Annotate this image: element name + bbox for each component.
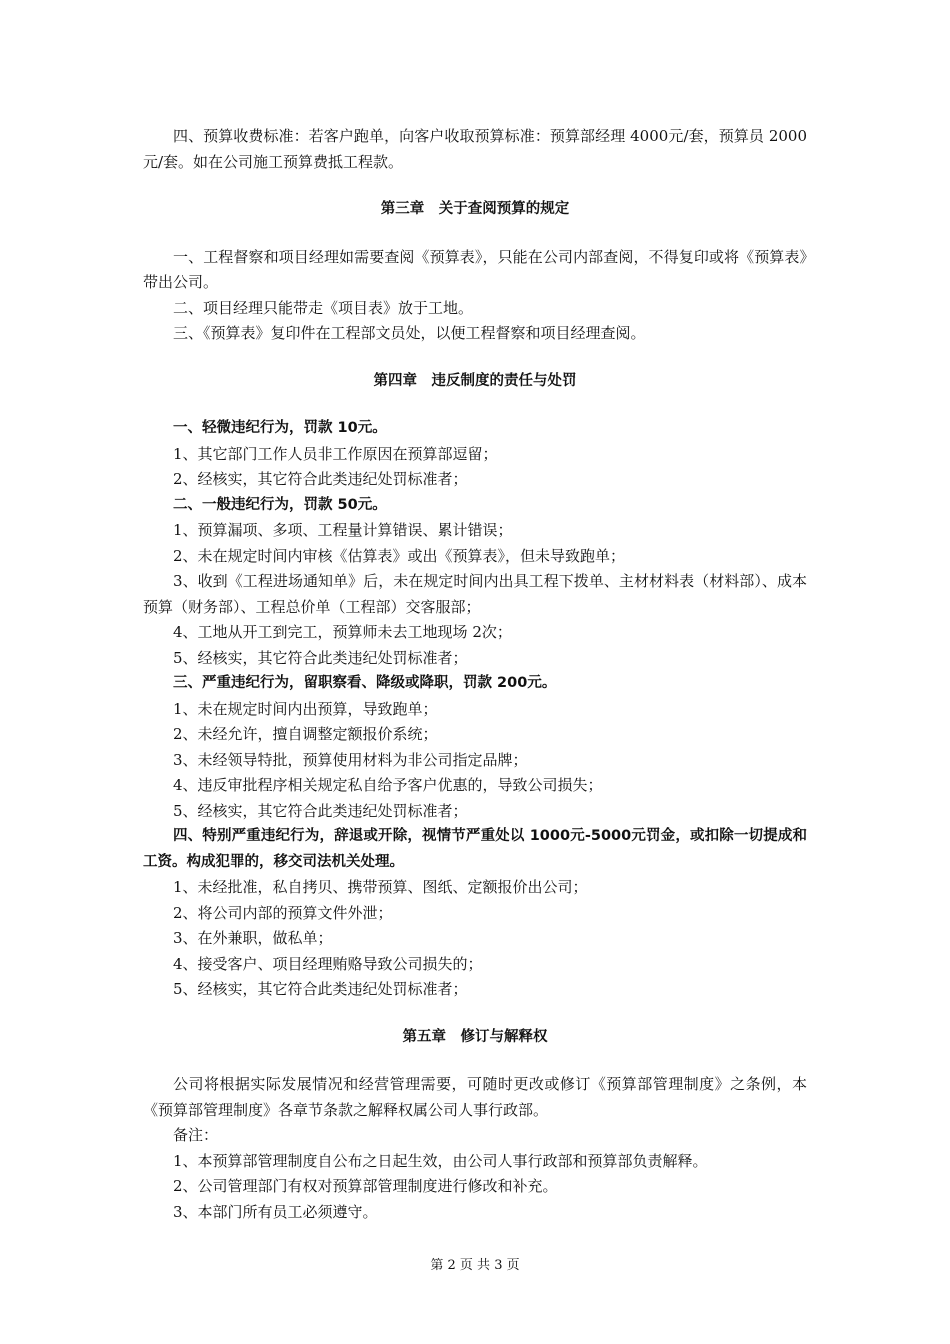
chapter-3-title: 第三章 关于查阅预算的规定 [380, 201, 570, 217]
penalty-group-heading: 一、轻微违纪行为，罚款 10元。 [173, 420, 387, 436]
chapter-4-title: 第四章 违反制度的责任与处罚 [373, 372, 577, 389]
penalty-item: 1、未经批准，私自拷贝、携带预算、图纸、定额报价出公司； [173, 878, 588, 896]
chapter-3-item: 三、《预算表》复印件在工程部文员处，以便工程督察和项目经理查阅。 [173, 324, 646, 342]
chapter-3-item: 二、项目经理只能带走《项目表》放于工地。 [173, 298, 474, 317]
penalty-item: 5、经核实，其它符合此类违纪处罚标准者； [173, 980, 468, 998]
chapter-5-title: 第五章 修订与解释权 [402, 1028, 548, 1045]
penalty-item: 2、未经允许，擅自调整定额报价系统； [173, 725, 438, 743]
penalty-item: 5、经核实，其它符合此类违纪处罚标准者； [173, 648, 468, 667]
penalty-item: 1、未在规定时间内出预算，导致跑单； [173, 699, 438, 718]
penalty-item: 2、未在规定时间内审核《估算表》或出《预算表》，但未导致跑单； [173, 546, 626, 565]
fee-standard-paragraph: 四、预算收费标准：若客户跑单，向客户收取预算标准：预算部经理 4000元/套，预算员 2000元/套。如在公司施工预算费抵工程款。 [143, 127, 807, 171]
penalty-group-heading: 二、一般违纪行为，罚款 50元。 [173, 496, 387, 513]
chapter-5-intro: 公司将根据实际发展情况和经营管理需要，可随时更改或修订《预算部管理制度》之条例，本《预算部管理制度》各章节条款之解释权属公司人事行政部。 [143, 1075, 807, 1119]
penalty-item: 2、将公司内部的预算文件外泄； [173, 903, 393, 922]
penalty-item: 3、在外兼职，做私单； [173, 929, 333, 947]
penalty-item: 1、预算漏项、多项、工程量计算错误、累计错误； [173, 521, 513, 539]
penalty-item: 2、经核实，其它符合此类违纪处罚标准者； [173, 470, 468, 488]
note-item: 3、本部门所有员工必须遵守。 [173, 1202, 378, 1221]
note-item: 1、本预算部管理制度自公布之日起生效，由公司人事行政部和预算部负责解释。 [173, 1151, 708, 1170]
penalty-item: 3、未经领导特批，预算使用材料为非公司指定品牌； [173, 750, 528, 769]
penalty-item: 5、经核实，其它符合此类违纪处罚标准者； [173, 801, 468, 820]
page-number-footer: 第 2 页 共 3 页 [430, 1258, 520, 1273]
penalty-group-heading: 四、特别严重违纪行为，辞退或开除，视情节严重处以 1000元-5000元罚金，或扣除一切提成和工资。构成犯罪的，移交司法机关处理。 [143, 828, 807, 870]
penalty-item: 4、违反审批程序相关规定私自给予客户优惠的，导致公司损失； [173, 776, 603, 794]
penalty-item: 3、收到《工程进场通知单》后，未在规定时间内出具工程下拨单、主材材料表（材料部）、成本预算（财务部）、工程总价单（工程部）交客服部； [143, 572, 807, 616]
penalty-item: 1、其它部门工作人员非工作原因在预算部逗留； [173, 444, 498, 463]
notes-label: 备注： [173, 1126, 219, 1144]
note-item: 2、公司管理部门有权对预算部管理制度进行修改和补充。 [173, 1177, 558, 1195]
penalty-group-heading: 三、严重违纪行为，留职察看、降级或降职，罚款 200元。 [173, 675, 557, 691]
penalty-item: 4、工地从开工到完工，预算师未去工地现场 2次； [173, 623, 512, 641]
penalty-item: 4、接受客户、项目经理贿赂导致公司损失的； [173, 954, 483, 973]
chapter-3-item: 一、工程督察和项目经理如需要查阅《预算表》，只能在公司内部查阅，不得复印或将《预算表》带出公司。 [143, 247, 807, 291]
document-body [143, 124, 807, 1225]
